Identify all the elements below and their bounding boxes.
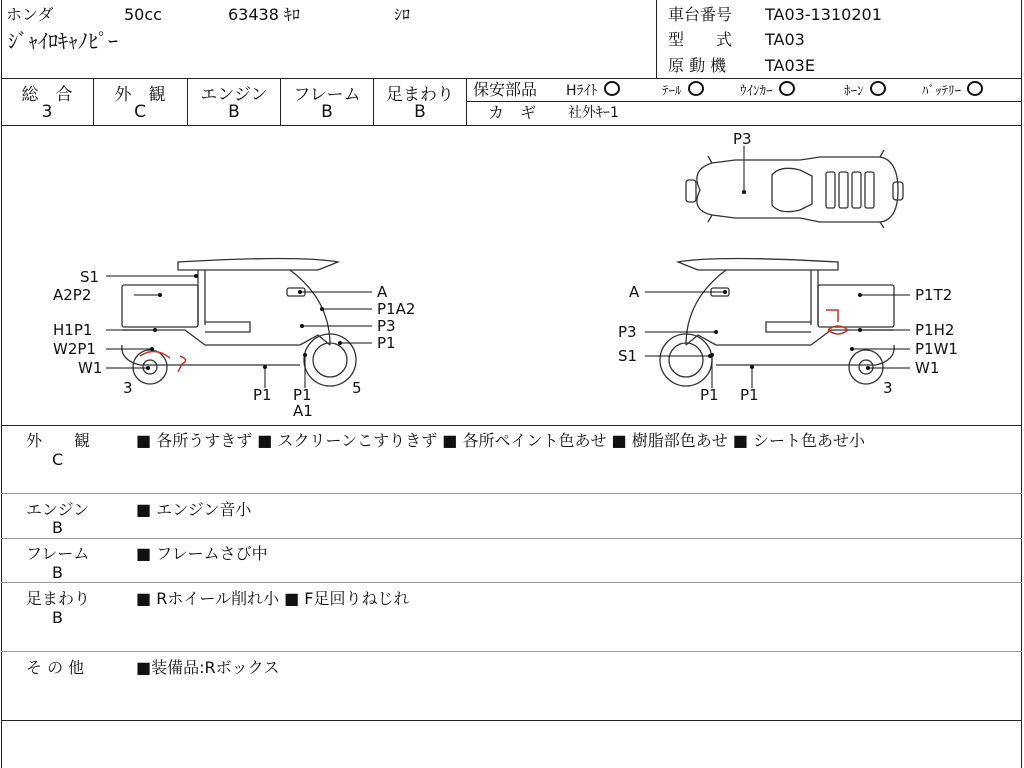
grade-frame-value: B	[321, 102, 333, 122]
left-s1-label: S1	[80, 268, 100, 286]
section-title: フレーム	[26, 544, 90, 563]
section-grade: B	[52, 518, 63, 537]
section-notes: ■装備品:Rボックス	[136, 658, 280, 677]
section-title: 外 観	[26, 431, 91, 450]
right-s1-label: S1	[618, 347, 638, 365]
maker: ホンダ	[6, 5, 54, 24]
body-color: ｼﾛ	[394, 5, 411, 24]
model-name: ｼﾞｬｲﾛｷｬﾉﾋﾟｰ	[8, 29, 118, 53]
scooter-top-view	[686, 150, 903, 228]
right-w1-label: W1	[915, 359, 940, 377]
right-p1t2-label: P1T2	[915, 286, 953, 304]
left-num5: 5	[352, 379, 362, 397]
grade-engine-value: B	[228, 102, 240, 122]
ok-circle-icon	[688, 81, 704, 96]
sec-line-5	[1, 720, 1022, 721]
section-title: 足まわり	[26, 589, 91, 608]
left-p1-label: P1	[377, 334, 396, 352]
grade-exterior-value: C	[134, 102, 146, 122]
left-a1-label: A1	[293, 402, 313, 420]
safety-item-horn: ﾎｰﾝ	[844, 81, 886, 101]
left-h1p1-label: H1P1	[53, 321, 93, 339]
section-grade: C	[52, 450, 64, 469]
safety-item-tail: ﾃｰﾙ	[662, 81, 704, 101]
section-title: そ の 他	[26, 658, 85, 677]
left-num3: 3	[123, 379, 133, 397]
grade-exterior-label: 外 観	[114, 85, 166, 105]
sec-line-4	[1, 651, 1022, 652]
section-grade: B	[52, 563, 63, 582]
section-notes: ■ エンジン音小	[136, 500, 252, 519]
left-p1-bottom-b: P1	[293, 386, 312, 404]
diagram-bottom-line	[1, 425, 1022, 426]
right-callout-lines	[645, 292, 910, 388]
grade-frame-label: フレーム	[293, 85, 361, 105]
mileage: 63438 ｷﾛ	[228, 5, 300, 24]
scooter-right-view	[660, 259, 894, 387]
header-divider	[656, 0, 657, 78]
right-num3: 3	[883, 379, 893, 397]
safety-label: 保安部品	[473, 80, 538, 99]
ok-circle-icon	[967, 81, 983, 96]
right-p3-label: P3	[618, 323, 637, 341]
left-w1-label: W1	[78, 359, 103, 377]
safety-item-battery: ﾊﾞｯﾃﾘｰ	[922, 81, 983, 101]
ok-circle-icon	[604, 81, 620, 96]
scooter-left-view	[122, 259, 356, 387]
key-value: 社外ｷｰ1	[568, 105, 619, 121]
frame-no: TA03-1310201	[765, 5, 882, 24]
top-p3-label: P3	[733, 130, 752, 148]
key-label: カ ギ	[488, 103, 537, 122]
safety-mid-line	[466, 101, 1021, 102]
left-a-label: A	[377, 283, 388, 301]
ok-circle-icon	[779, 81, 795, 96]
left-p3-label: P3	[377, 317, 396, 335]
right-a-label: A	[629, 283, 640, 301]
section-title: エンジン	[26, 500, 90, 519]
right-p1-bottom-a: P1	[700, 386, 719, 404]
displacement: 50cc	[124, 5, 162, 24]
grade-div-5	[466, 78, 467, 125]
grade-engine-label: エンジン	[200, 85, 268, 105]
section-notes: ■ フレームさび中	[136, 544, 268, 563]
frame-no-label: 車台番号	[668, 5, 733, 24]
right-p1w1-label: P1W1	[915, 340, 958, 358]
type-value: TA03	[765, 30, 805, 49]
right-p1-bottom-b: P1	[740, 386, 759, 404]
left-p1-bottom-a: P1	[253, 386, 272, 404]
section-notes: ■ 各所うすきず ■ スクリーンこすりきず ■ 各所ペイント色あせ ■ 樹脂部色あせ ■ シート色あせ小	[136, 431, 866, 450]
engine-value: TA03E	[765, 56, 815, 75]
left-a2p2-label: A2P2	[53, 286, 92, 304]
grade-suspension-label: 足まわり	[386, 85, 454, 105]
section-grade: B	[52, 608, 63, 627]
type-label: 型 式	[668, 30, 733, 49]
grade-total-label: 総 合	[21, 85, 73, 105]
left-w2p1-label: W2P1	[53, 340, 96, 358]
safety-item-headlight: Hﾗｲﾄ	[566, 81, 620, 100]
sec-line-1	[1, 493, 1022, 494]
sec-line-3	[1, 582, 1022, 583]
ok-circle-icon	[870, 81, 886, 96]
grade-total-value: 3	[41, 102, 53, 122]
section-notes: ■ Rホイール削れ小 ■ F足回りねじれ	[136, 589, 410, 608]
sec-line-2	[1, 538, 1022, 539]
engine-label: 原 動 機	[668, 56, 727, 75]
grade-top-line	[1, 78, 1022, 79]
right-p1h2-label: P1H2	[915, 321, 955, 339]
safety-item-winker: ｳｲﾝｶｰ	[740, 81, 795, 101]
grade-suspension-value: B	[414, 102, 426, 122]
damage-diagram	[0, 126, 1022, 424]
left-p1a2-label: P1A2	[377, 300, 416, 318]
